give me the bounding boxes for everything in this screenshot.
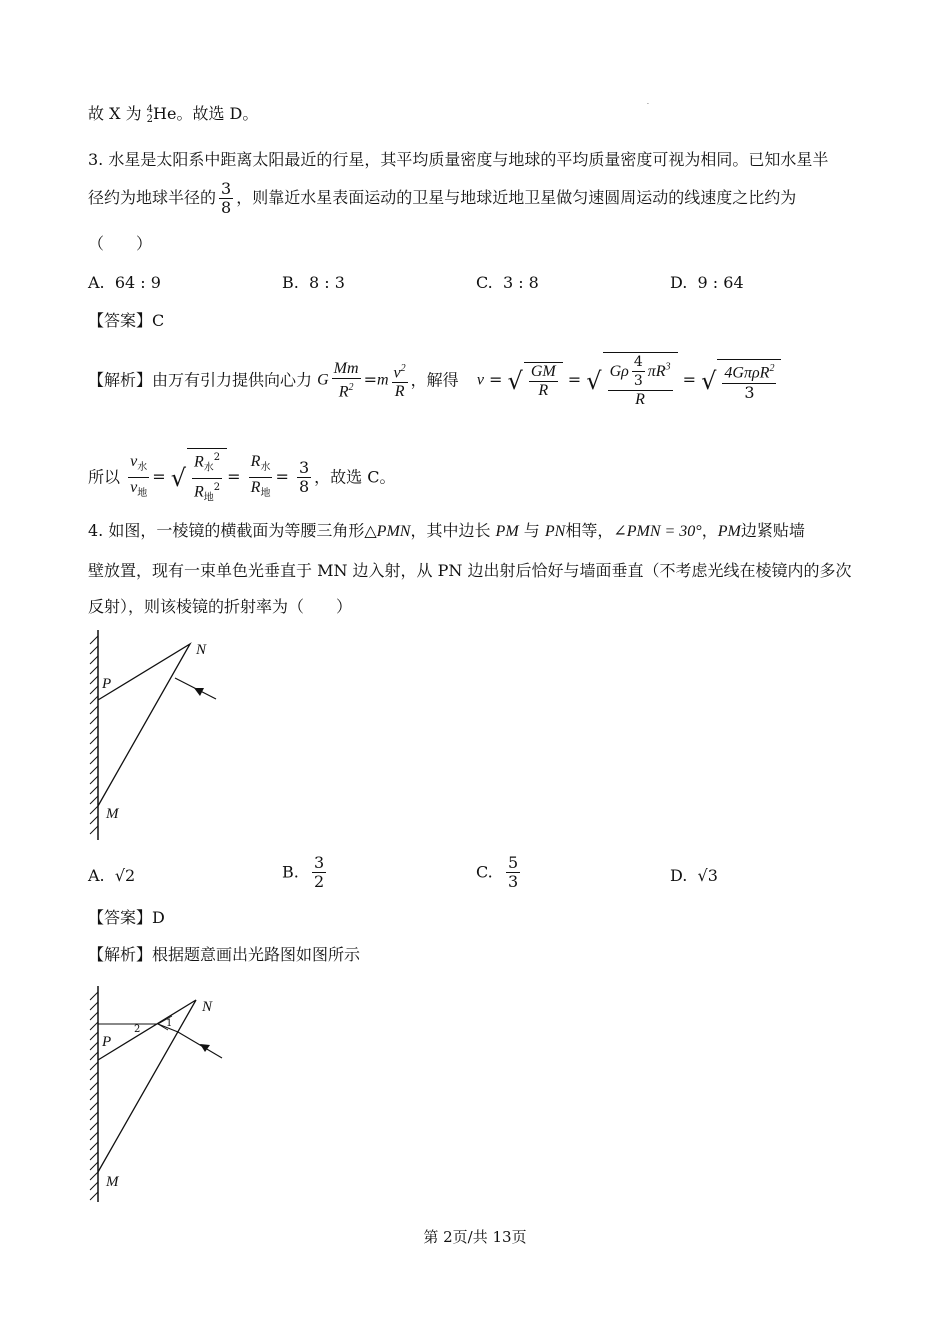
label2-M: M <box>106 1174 119 1190</box>
q3-analysis: 【解析】由万有引力提供向心力 G $\frac{Mm}{R^2}$ =m $\frac{v^2}{R}$ ，解得 v = √ $\frac{GM}{R}$ = √ Gρ $\frac{4}{3}$ $\pi R^3$ R = √ $\frac{4G\pi\rho R^2}{3}$ <box>88 352 781 422</box>
stray-dot: . <box>647 99 649 106</box>
angle-1-label: 1 <box>166 1018 173 1029</box>
label2-P: P <box>102 1034 112 1050</box>
q4-stem-line1: 4. 如图，一棱镜的横截面为等腰三角形△PMN，其中边长 PM 与 PN相等，∠PMN = 30°，PM边紧贴墙 <box>88 521 805 540</box>
q3-option-d[interactable]: D. 9 : 64 <box>670 273 744 292</box>
q4-option-b[interactable]: B. $\frac{3}{2}$ <box>282 853 325 891</box>
q3-stem-line3: （ ） <box>88 234 153 253</box>
q4-answer: 【答案】D <box>88 908 165 927</box>
q4-stem-line3: 反射），则该棱镜的折射率为（ ） <box>88 597 353 616</box>
q3-stem-line1: 3. 水星是太阳系中距离太阳最近的行星，其平均质量密度与地球的平均质量密度可视为相同。已知水星半 <box>88 150 829 169</box>
q3-conclusion: 所以 $\frac{v_水}{v_地}$ = √ $\frac{R_水^2}{R_地^2}$ = $\frac{R_水}{R_地}$ = $\frac{3}{8}$ ，故选 C。 <box>88 448 395 500</box>
q4-option-c[interactable]: C. $\frac{5}{3}$ <box>476 853 519 891</box>
q4-option-d[interactable]: D. √3 <box>670 866 718 885</box>
label-P: P <box>102 676 112 692</box>
q3-fraction: $\frac{3}{8}$ <box>221 179 232 217</box>
q4-stem-line2: 壁放置，现有一束单色光垂直于 MN 边入射，从 PN 边出射后恰好与墙面垂直（不考虑光线在棱镜内的多次 <box>88 561 852 580</box>
angle-2-label: 2 <box>134 1024 141 1035</box>
label2-N: N <box>202 999 213 1015</box>
q4-analysis: 【解析】根据题意画出光路图如图所示 <box>88 945 361 964</box>
q4-option-a[interactable]: A. √2 <box>88 866 136 885</box>
label-M: M <box>106 806 119 822</box>
q3-option-b[interactable]: B. 8 : 3 <box>282 273 345 292</box>
q3-answer: 【答案】C <box>88 311 165 330</box>
light-path-figure <box>86 982 236 1206</box>
label-N: N <box>196 642 207 658</box>
prev-conclusion: 故 X 为 4 2 He。故选 D。 <box>88 103 259 125</box>
q3-option-c[interactable]: C. 3 : 8 <box>476 273 539 292</box>
prism-figure <box>86 626 236 846</box>
page-footer: 第 2页/共 13页 <box>423 1228 527 1246</box>
q3-stem-line2: 径约为地球半径的 $\frac{3}{8}$ ，则靠近水星表面运动的卫星与地球近地卫星做匀速圆周运动的线速度之比约为 <box>88 179 797 217</box>
q3-option-a[interactable]: A. 64 : 9 <box>88 273 161 292</box>
